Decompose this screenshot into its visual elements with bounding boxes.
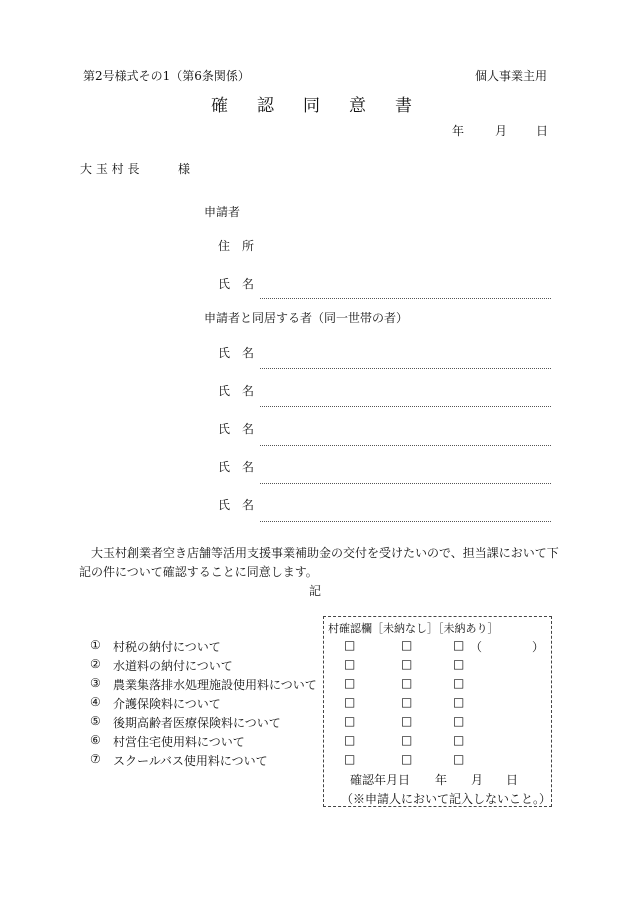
checkbox-no-arrears[interactable]: □ xyxy=(401,714,413,728)
cohabitant-name-label: 氏 名 xyxy=(218,384,255,398)
cohabitant-name-label: 氏 名 xyxy=(218,346,255,360)
consent-text-line1: 大玉村創業者空き店舗等活用支援事業補助金の交付を受けたいので、担当課において下 xyxy=(91,546,559,560)
checkbox-no-arrears[interactable]: □ xyxy=(401,695,413,709)
checkbox-confirm[interactable]: □ xyxy=(344,714,356,728)
checkbox-no-arrears[interactable]: □ xyxy=(401,752,413,766)
checkbox-arrears[interactable]: □ xyxy=(453,676,465,690)
checkbox-no-arrears[interactable]: □ xyxy=(401,638,413,652)
item-number: ① xyxy=(90,638,101,652)
confirm-note: （※申請人において記入しないこと。） xyxy=(341,792,552,806)
cohabitant-name-label: 氏 名 xyxy=(218,460,255,474)
confirm-date-day: 日 xyxy=(506,773,519,787)
cohabitant-name-label: 氏 名 xyxy=(218,422,255,436)
confirm-box-header: 村確認欄［未納なし］［未納あり］ xyxy=(328,622,499,635)
checkbox-arrears[interactable]: □ xyxy=(453,752,465,766)
cohabitant-name-line[interactable] xyxy=(260,406,551,407)
applicant-name-label: 氏 名 xyxy=(218,277,255,291)
item-label: 農業集落排水処理施設使用料について xyxy=(113,678,317,692)
title-char: 意 xyxy=(349,96,366,116)
item-label: 水道料の納付について xyxy=(113,659,233,673)
paren-open: （ xyxy=(470,640,483,654)
checkbox-confirm[interactable]: □ xyxy=(344,676,356,690)
paren-close: ） xyxy=(532,640,545,654)
checkbox-confirm[interactable]: □ xyxy=(344,638,356,652)
checkbox-no-arrears[interactable]: □ xyxy=(401,676,413,690)
ki-label: 記 xyxy=(309,584,322,598)
checkbox-arrears[interactable]: □ xyxy=(453,695,465,709)
item-number: ④ xyxy=(90,695,101,709)
checkbox-confirm[interactable]: □ xyxy=(344,733,356,747)
checkbox-arrears[interactable]: □ xyxy=(453,657,465,671)
date-month: 月 xyxy=(495,124,508,138)
item-number: ② xyxy=(90,657,101,671)
confirm-date-label: 確認年月日 xyxy=(350,773,411,787)
item-number: ⑤ xyxy=(90,714,101,728)
title-char: 認 xyxy=(257,96,274,116)
item-number: ⑥ xyxy=(90,733,101,747)
confirm-date-year: 年 xyxy=(435,773,448,787)
applicant-name-line[interactable] xyxy=(260,298,551,299)
confirm-date-month: 月 xyxy=(471,773,484,787)
checkbox-confirm[interactable]: □ xyxy=(344,695,356,709)
cohabitant-name-line[interactable] xyxy=(260,368,551,369)
cohabitant-name-label: 氏 名 xyxy=(218,498,255,512)
item-number: ⑦ xyxy=(90,752,101,766)
title-char: 同 xyxy=(303,96,320,116)
applicant-heading: 申請者 xyxy=(204,205,241,219)
addressee-suffix: 様 xyxy=(178,162,191,176)
checkbox-arrears[interactable]: □ xyxy=(453,733,465,747)
form-number: 第2号様式その1（第6条関係） xyxy=(83,69,250,83)
date-year: 年 xyxy=(452,124,465,138)
cohabitant-name-line[interactable] xyxy=(260,445,551,446)
cohabitant-name-line[interactable] xyxy=(260,483,551,484)
title-char: 確 xyxy=(211,96,228,116)
checkbox-arrears[interactable]: □ xyxy=(453,638,465,652)
form-type: 個人事業主用 xyxy=(475,69,548,83)
addressee-name: 大 玉 村 長 xyxy=(80,162,140,176)
item-number: ③ xyxy=(90,676,101,690)
checkbox-confirm[interactable]: □ xyxy=(344,752,356,766)
title-char: 書 xyxy=(395,96,412,116)
consent-text-line2: 記の件について確認することに同意します。 xyxy=(79,565,318,579)
item-label: スクールバス使用料について xyxy=(113,754,268,768)
item-label: 後期高齢者医療保険料について xyxy=(113,716,281,730)
checkbox-confirm[interactable]: □ xyxy=(344,657,356,671)
checkbox-no-arrears[interactable]: □ xyxy=(401,657,413,671)
date-day: 日 xyxy=(536,124,549,138)
applicant-address-label: 住 所 xyxy=(218,239,255,253)
cohabitants-heading: 申請者と同居する者（同一世帯の者） xyxy=(204,311,409,325)
cohabitant-name-line[interactable] xyxy=(260,521,551,522)
item-label: 介護保険料について xyxy=(113,697,221,711)
checkbox-no-arrears[interactable]: □ xyxy=(401,733,413,747)
item-label: 村営住宅使用料について xyxy=(113,735,245,749)
item-label: 村税の納付について xyxy=(113,640,221,654)
checkbox-arrears[interactable]: □ xyxy=(453,714,465,728)
